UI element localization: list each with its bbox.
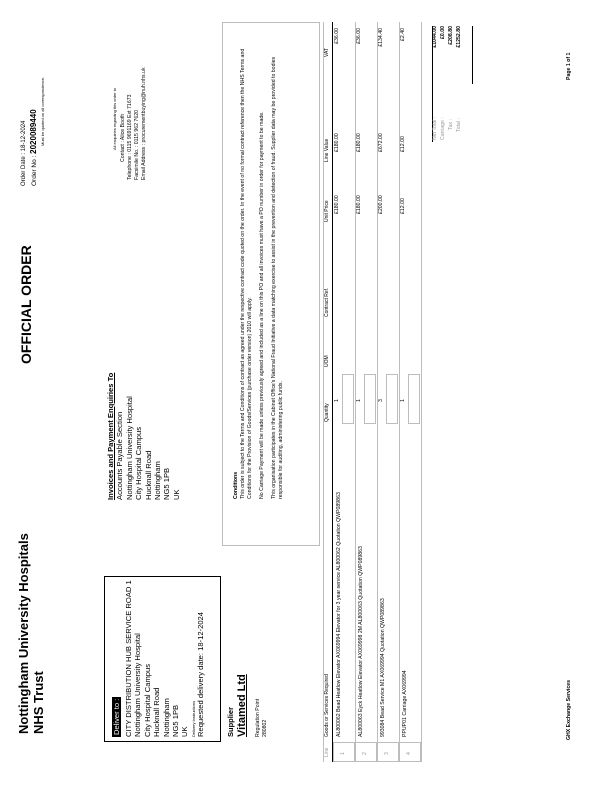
col-header-uom: UOM: [324, 355, 330, 367]
supplier-block: [226, 674, 269, 737]
net-total-row: [432, 24, 440, 144]
deliver-to-heading: Deliver to :: [112, 698, 121, 735]
quantity-box: [342, 374, 354, 424]
tax-value: £208.80: [448, 26, 454, 45]
totals-bottom-rule: [472, 26, 473, 84]
conditions-paragraph: This order is subject to the Terms and Conditions of contract as agreed under the respective contract code quoted on the order. In the event of no formal contract reference then the NHS Terms and Conditions for the Provision of Goods/Services (purchase order version) 2010 will apply.: [240, 48, 253, 499]
invoices-line: City Hospital Campus: [134, 426, 144, 500]
row-quantity: 3: [378, 399, 384, 402]
contact-telephone: Telephone : 0115 9691169 Ext 71673: [127, 94, 133, 180]
org-name: [16, 533, 46, 734]
supplier-label: Supplier: [226, 706, 235, 737]
row-rule: [421, 22, 422, 762]
row-line-number: 3: [384, 752, 390, 755]
order-number: 2020089440: [29, 109, 38, 154]
invoices-heading: Invoices and Payment Enquiries To: [106, 372, 115, 500]
net-total-value: £1044.00: [432, 26, 438, 48]
col-header-line-value: Line Value: [324, 138, 330, 162]
totals-block: [432, 24, 464, 144]
deliver-to-line: Nottingham University Hospital: [133, 633, 143, 737]
row-rule: [399, 22, 400, 762]
contact-name: Contact : Alice Booth: [120, 113, 126, 162]
row-goods: PPUP01 Carriage AX069994: [402, 670, 408, 737]
row-vat: £36.00: [356, 28, 362, 44]
invoices-block: [106, 300, 181, 500]
deliver-to-line: Hucknall Road: [152, 687, 162, 737]
footer-provider: GHX Exchange Services: [566, 680, 572, 740]
row-goods: 993084 Bead Service M1 AX069994 Quotation QWP089863: [380, 598, 386, 737]
deliver-to-line: UK: [180, 726, 190, 737]
row-quantity: 1: [356, 399, 362, 402]
row-vat: £36.00: [334, 28, 340, 44]
tax-label: Tax :: [448, 119, 454, 130]
quantity-box: [386, 374, 398, 424]
col-header-vat: VAT: [324, 48, 330, 57]
supplier-name: Vitamed Ltd: [236, 674, 248, 737]
col-header-unit-price: Unit Price: [324, 200, 330, 222]
tax-row: [448, 24, 456, 144]
carriage-row: [440, 24, 448, 144]
order-number-label: Order No :: [31, 155, 38, 186]
contact-email: Email Address : procurementbuying@nuh.nhs.uk: [141, 67, 147, 180]
row-goods: AL800063 Eyck Heatlow Elevator AX069998 2M AL800063 Quotation QWP089863: [358, 546, 364, 737]
row-unit-price: £180.00: [334, 195, 340, 214]
org-line-1: Nottingham University Hospitals: [16, 533, 31, 734]
row-vat: £2.40: [400, 28, 406, 41]
delivery-instructions-label: Delivery Instructions: [190, 700, 196, 737]
order-info: [20, 26, 45, 186]
quantity-box: [408, 374, 420, 424]
invoices-line: Nottingham University Hospital: [124, 396, 134, 500]
invoices-line: Accounts Payable Section: [115, 411, 125, 500]
order-date-label: Order Date :: [21, 152, 27, 186]
invoices-line: Hucknall Road: [143, 450, 153, 500]
row-quantity: 1: [400, 399, 406, 402]
row-vat: £134.40: [378, 28, 384, 47]
invoices-line: UK: [171, 489, 181, 500]
grand-total-row: [456, 24, 464, 144]
document-title: OFFICIAL ORDER: [18, 245, 34, 364]
carriage-value: £0.00: [440, 26, 446, 39]
contact-facsimile: Facsimile No. : 0115 962 7620: [134, 110, 140, 180]
row-line-value: £12.00: [400, 136, 406, 152]
deliver-to-line: City Hospital Campus: [142, 663, 152, 737]
row-line-number: 4: [406, 752, 412, 755]
row-quantity: 1: [334, 399, 340, 402]
row-line-value: £672.00: [378, 133, 384, 152]
carriage-label: Carriage :: [440, 117, 446, 140]
row-unit-price: £180.00: [356, 195, 362, 214]
quote-note: Must be quoted on all correspondence.: [40, 76, 45, 146]
enquiries-note: All enquiries regarding this order to: [112, 87, 117, 150]
contact-block: [112, 20, 148, 180]
col-header-quantity: Quantity: [324, 403, 330, 422]
conditions-paragraph: This organisation participates in the Cabinet Office's National Fraud Initiative a data matching exercise to assist in the prevention and detection of fraud. Supplier data may be provided to bodies responsible for auditing, administering public funds.: [271, 56, 284, 499]
order-number-row: [28, 26, 40, 186]
order-date: 18-12-2024: [21, 120, 27, 152]
header-top-rule: [323, 22, 324, 762]
row-line-number: 2: [362, 752, 368, 755]
regulation-point-value: 280802: [262, 719, 268, 737]
conditions-block: [233, 29, 290, 499]
grand-total-value: £1252.80: [456, 26, 462, 48]
col-header-contract-ref: Contract Ref.: [324, 287, 330, 317]
row-unit-price: £12.00: [400, 198, 406, 214]
requested-delivery-date: 18-12-2024: [195, 612, 205, 651]
invoices-line: NG5 1PB: [162, 467, 172, 500]
requested-delivery-row: [196, 579, 205, 737]
order-date-row: [20, 26, 28, 186]
quantity-box: [364, 374, 376, 424]
row-unit-price: £200.00: [378, 195, 384, 214]
grand-total-label: Total :: [456, 118, 462, 132]
header-rule: [332, 22, 333, 762]
col-header-goods: Goods or Services Required: [324, 674, 330, 737]
col-header-line: Line: [324, 747, 330, 757]
row-rule: [355, 22, 356, 762]
deliver-to-block: [106, 579, 205, 737]
row-line-value: £180.00: [334, 133, 340, 152]
row-line-value: £180.00: [356, 133, 362, 152]
requested-delivery-label: Requested delivery date:: [195, 652, 205, 737]
conditions-heading: Conditions: [233, 471, 239, 499]
footer-page-number: Page 1 of 1: [566, 52, 572, 80]
row-line-number: 1: [340, 752, 346, 755]
order-lines-table: [320, 22, 512, 762]
invoices-line: Nottingham: [153, 461, 163, 500]
org-line-2: NHS Trust: [31, 671, 46, 734]
row-goods: AL800062 Bead Heatlow Elevator AX069994 Elevator for 3 year service AL800062 Quotation QWP089863: [336, 492, 342, 737]
deliver-to-line: NG5 1PB: [171, 704, 181, 737]
regulation-point-label: Regulation Point: [255, 698, 261, 737]
deliver-to-line: CITY DISTRIBUTION HUB SERVICE ROAD 1: [124, 580, 133, 737]
net-total-label: Net Total :: [432, 116, 438, 140]
conditions-paragraph: No Carriage Payment will be made unless previously agreed and included as a line on this PO and all invoices must have a PO number in order for payment to be made.: [259, 111, 265, 499]
row-rule: [377, 22, 378, 762]
deliver-to-line: Nottingham: [161, 698, 171, 737]
